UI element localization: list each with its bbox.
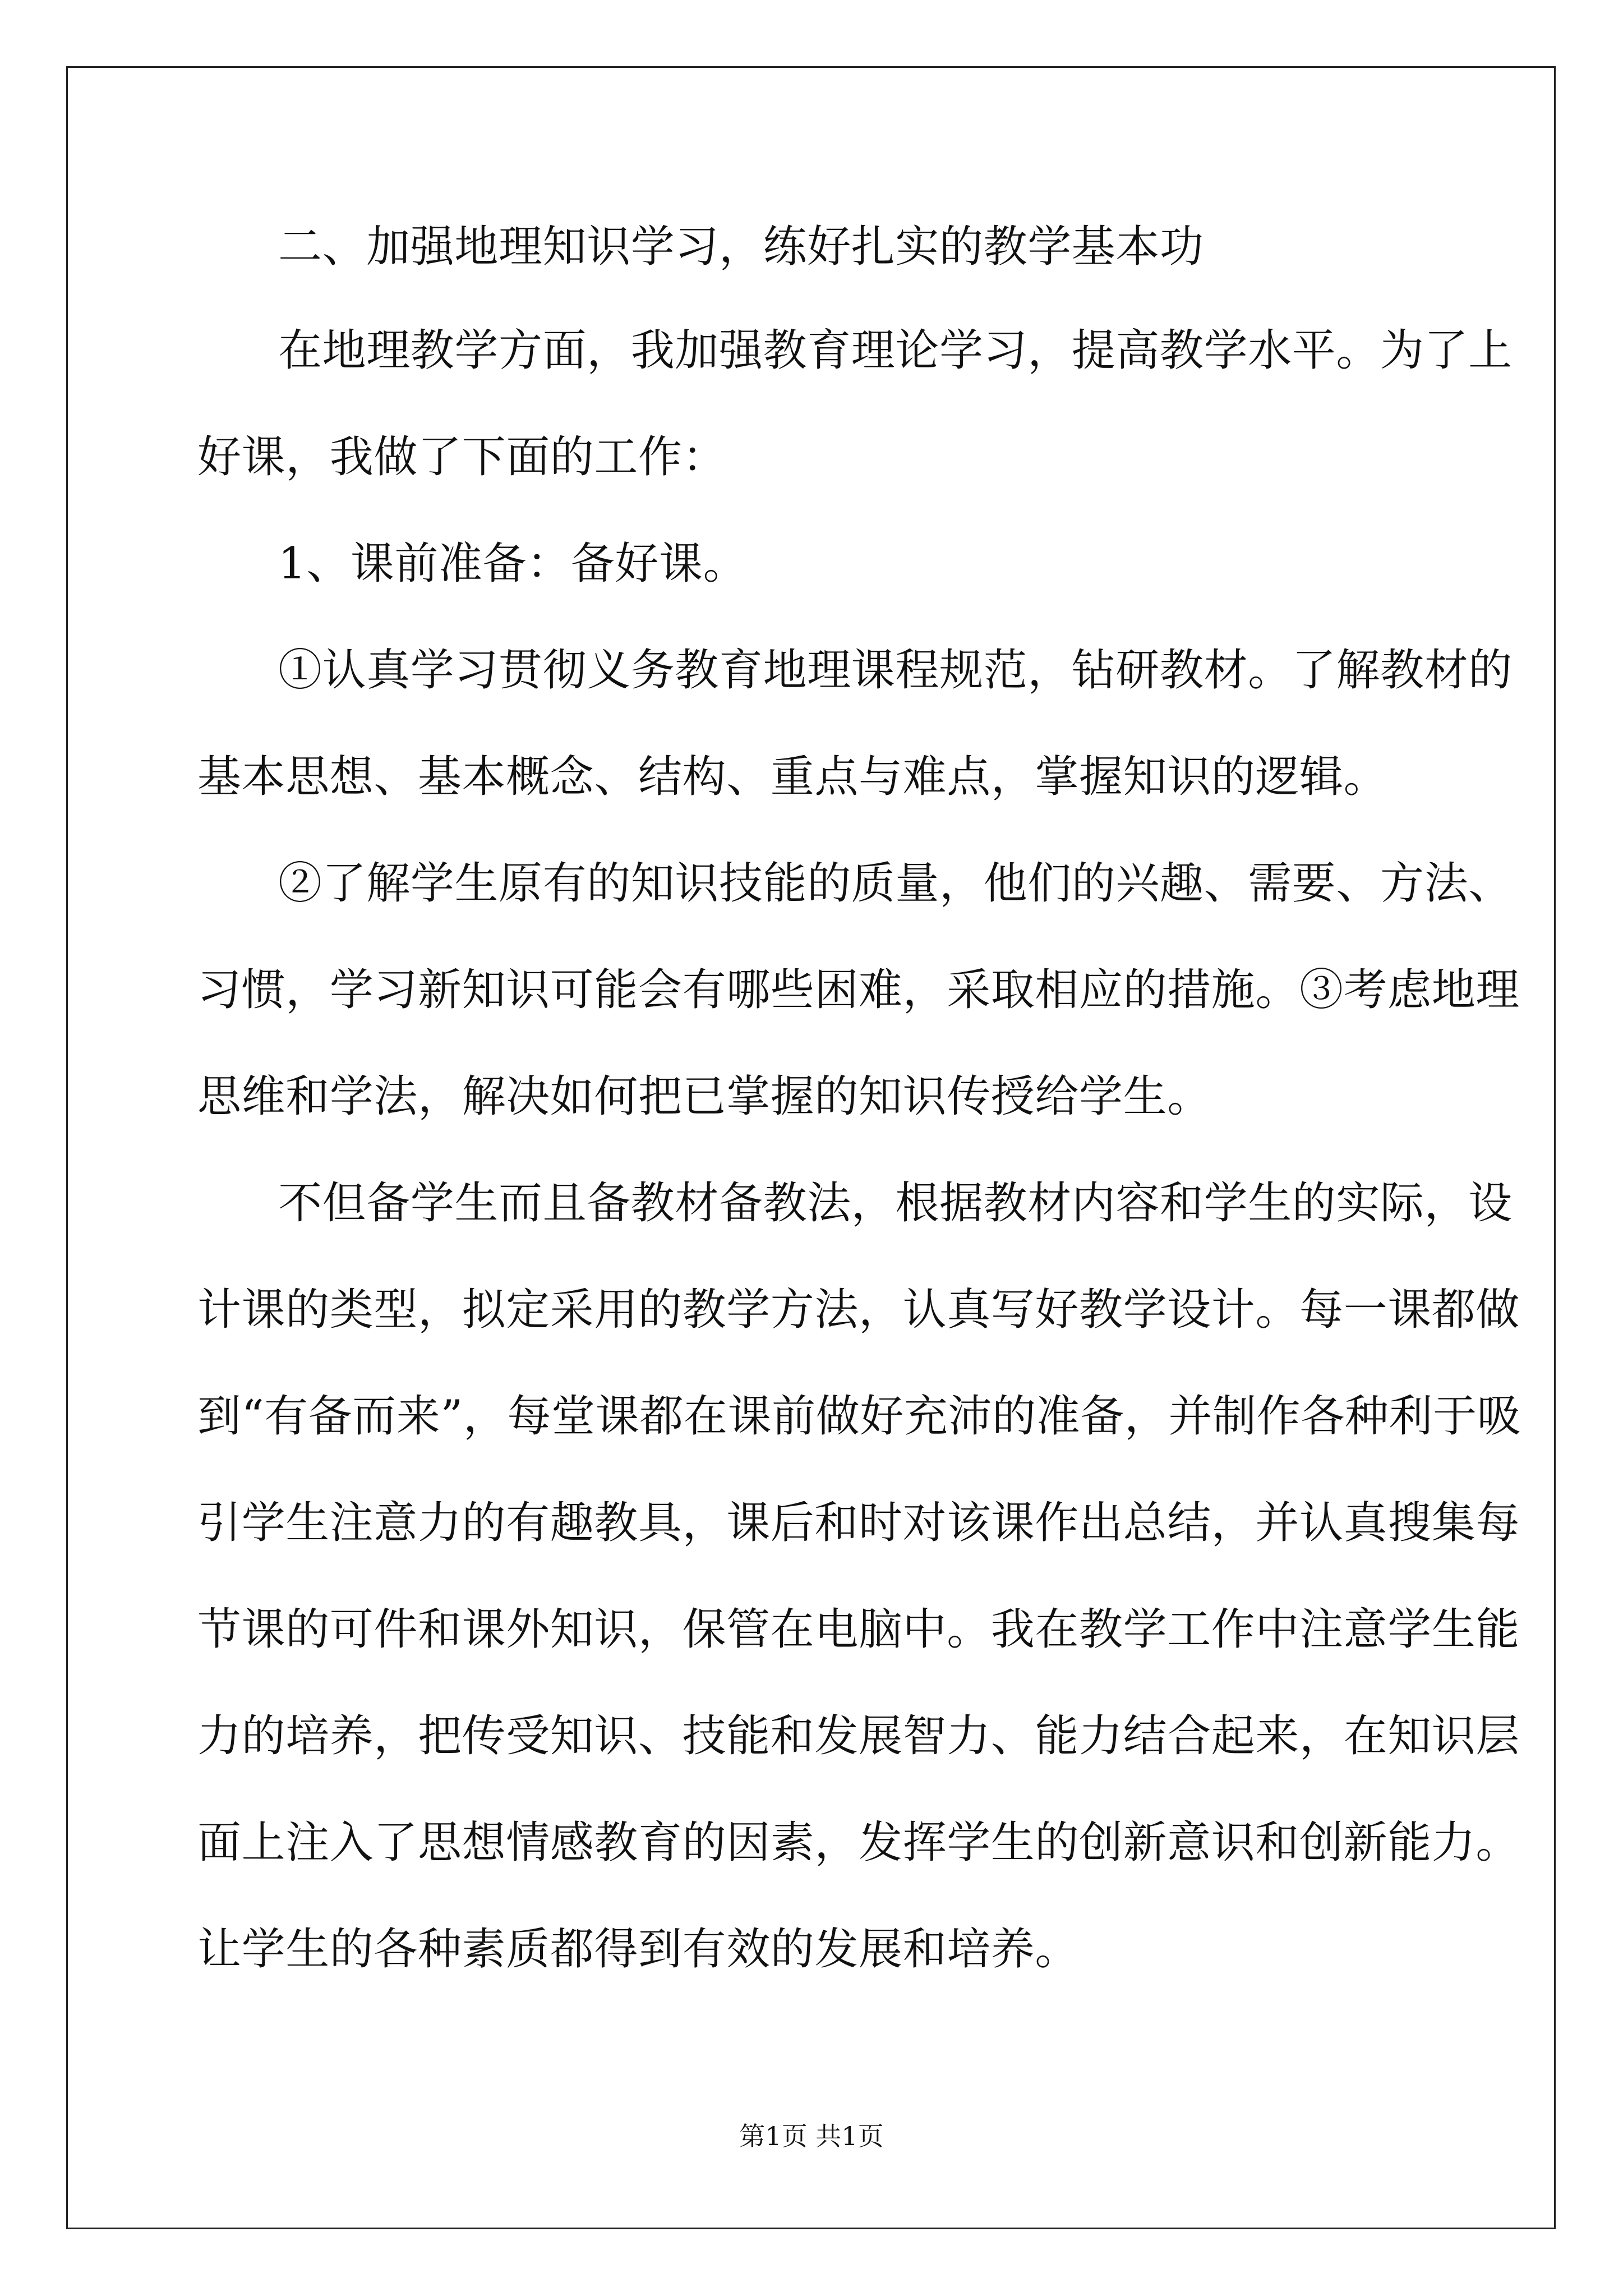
paragraph-line: 不但备学生而且备教材备教法，根据教材内容和学生的实际，设: [278, 1178, 1513, 1228]
paragraph-line: ①认真学习贯彻义务教育地理课程规范，钻研教材。了解教材的: [278, 645, 1513, 696]
section-heading: 二、加强地理知识学习，练好扎实的教学基本功: [278, 222, 1204, 272]
paragraph-line: 节课的可件和课外知识，保管在电脑中。我在教学工作中注意学生能: [197, 1604, 1520, 1655]
paragraph-line: 让学生的各种素质都得到有效的发展和培养。: [197, 1924, 1080, 1975]
page-footer: 第1页 共1页: [739, 2121, 884, 2151]
subheading-line: 1、课前准备：备好课。: [278, 539, 748, 589]
paragraph-line: 思维和学法，解决如何把已掌握的知识传授给学生。: [197, 1071, 1211, 1122]
paragraph-line: 面上注入了思想情感教育的因素，发挥学生的创新意识和创新能力。: [197, 1818, 1520, 1868]
paragraph-line: 习惯，学习新知识可能会有哪些困难，采取相应的措施。③考虑地理: [197, 965, 1520, 1015]
paragraph-line: ②了解学生原有的知识技能的质量，他们的兴趣、需要、方法、: [278, 858, 1513, 909]
paragraph-line: 基本思想、基本概念、结构、重点与难点，掌握知识的逻辑。: [197, 752, 1388, 802]
paragraph-line: 力的培养，把传受知识、技能和发展智力、能力结合起来，在知识层: [197, 1711, 1520, 1761]
page-border: [66, 66, 1556, 2229]
paragraph-line: 计课的类型，拟定采用的教学方法，认真写好教学设计。每一课都做: [197, 1285, 1520, 1335]
paragraph-line: 好课，我做了下面的工作：: [197, 432, 727, 482]
paragraph-line: 在地理教学方面，我加强教育理论学习，提高教学水平。为了上: [278, 325, 1513, 376]
paragraph-line: 到“有备而来”，每堂课都在课前做好充沛的准备，并制作各种利于吸: [197, 1391, 1521, 1442]
paragraph-line: 引学生注意力的有趣教具，课后和时对该课作出总结，并认真搜集每: [197, 1498, 1520, 1548]
